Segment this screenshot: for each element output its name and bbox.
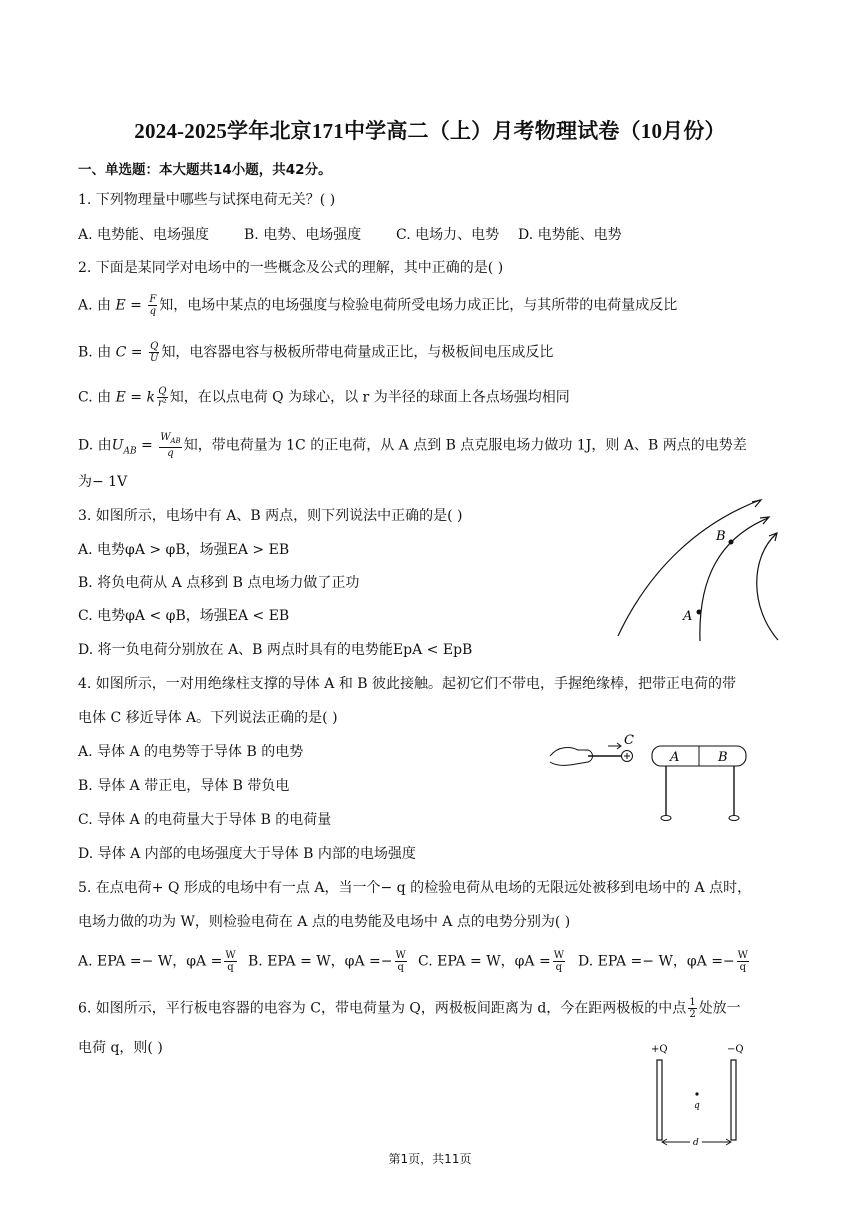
fraction-f-over-q: $\frac{F}{q}$ — [149, 294, 157, 317]
q3-field-lines-figure — [610, 498, 790, 648]
q4-option-d: D. 导体 A 内部的电场强度大于导体 B 内部的电场强度 — [78, 846, 416, 862]
point-a — [697, 610, 702, 615]
plate-negative — [731, 1060, 736, 1140]
label-d: d — [693, 1138, 699, 1148]
label-b: B — [718, 750, 728, 765]
q5-option-d: D. EPA =− W，φA =− $\frac{W}{q}$ — [578, 950, 748, 973]
label-minus-q: −Q — [727, 1044, 744, 1055]
q4-option-c: C. 导体 A 的电荷量大于导体 B 的电荷量 — [78, 812, 332, 828]
hand-icon — [550, 748, 593, 766]
charge-q-point — [695, 1092, 698, 1095]
field-line-3 — [757, 534, 778, 640]
q6-capacitor-figure — [645, 1038, 755, 1148]
q4-stem-line1: 4. 如图所示，一对用绝缘柱支撑的导体 A 和 B 彼此接触。起初它们不带电，手握绝缘棒，把带正电荷的带 — [78, 676, 737, 692]
point-b — [729, 540, 734, 545]
section-heading: 一、单选题：本大题共14小题，共42分。 — [78, 162, 332, 178]
fraction-q-over-u: $\frac{Q}{U}$ — [150, 341, 159, 364]
q3-option-d: D. 将一负电荷分别放在 A、B 两点时具有的电势能EpA < EpB — [78, 642, 473, 658]
fraction-half: $\frac{1}{2}$ — [689, 997, 696, 1020]
q5-stem-line1: 5. 在点电荷+ Q 形成的电场中有一点 A，当一个− q 的检验电荷从电场的无限远处被移到电场中的 A 点时， — [78, 880, 752, 896]
q3-option-c: C. 电势φA < φB，场强EA < EB — [78, 608, 290, 624]
field-line-2 — [700, 518, 768, 641]
fraction-w-over-q: $\frac{W_{AB}}{q}$ — [160, 432, 181, 459]
arrow-head-icon — [752, 500, 761, 507]
q3-option-b: B. 将负电荷从 A 点移到 B 点电场力做了正功 — [78, 575, 360, 591]
q4-option-b: B. 导体 A 带正电，导体 B 带负电 — [78, 778, 290, 794]
label-b: B — [716, 529, 726, 544]
q2-option-d-continued: 为− 1V — [78, 474, 128, 490]
q2-stem: 2. 下面是某同学对电场中的一些概念及公式的理解，其中正确的是( ) — [78, 260, 504, 276]
q1-option-a: A. 电势能、电场强度 — [78, 227, 210, 243]
q2-option-a: A. 由 E = $\frac{F}{q}$ 知，电场中某点的电场强度与检验电荷所受电场力成正比，与其所带的电荷量成反比 — [78, 294, 678, 317]
q1-option-d: D. 电势能、电势 — [518, 227, 622, 243]
q1-stem: 1. 下列物理量中哪些与试探电荷无关？( ) — [78, 192, 336, 208]
q6-stem-line1: 6. 如图所示，平行板电容器的电容为 C，带电荷量为 Q，两极板间距离为 d，今在距两极板的中点 $\frac{1}{2}$ 处放一 — [78, 997, 741, 1020]
q5-option-c: C. EPA = W，φA = $\frac{W}{q}$ — [418, 950, 564, 973]
q5-stem-line2: 电场力做的功为 W，则检验电荷在 A 点的电势能及电场中 A 点的电势分别为( ) — [78, 914, 571, 930]
q5-option-a: A. EPA =− W，φA = $\frac{W}{q}$ — [78, 950, 236, 973]
q4-option-a: A. 导体 A 的电势等于导体 B 的电势 — [78, 744, 304, 760]
q1-option-b: B. 电势、电场强度 — [244, 227, 362, 243]
q1-option-c: C. 电场力、电势 — [396, 227, 500, 243]
fraction-q-over-r2: $\frac{Q}{\text{r²}}$ — [157, 386, 167, 409]
q4-conductors-figure — [548, 732, 758, 828]
label-a: A — [670, 750, 680, 765]
label-a: A — [683, 609, 693, 624]
q5-options — [78, 950, 751, 973]
q3-stem: 3. 如图所示，电场中有 A、B 两点，则下列说法中正确的是( ) — [78, 508, 463, 524]
q3-option-a: A. 电势φA > φB，场强EA > EB — [78, 542, 290, 558]
label-q: q — [694, 1101, 700, 1111]
q5-option-b: B. EPA = W，φA =− $\frac{W}{q}$ — [248, 950, 406, 973]
q4-stem-line2: 电体 C 移近导体 A。下列说法正确的是( ) — [78, 710, 338, 726]
plate-positive — [657, 1060, 662, 1140]
q1-options — [78, 225, 622, 245]
label-plus-q: +Q — [651, 1044, 668, 1055]
page-footer: 第1页，共11页 — [388, 1152, 472, 1166]
q2-option-c: C. 由 E = k $\frac{Q}{\text{r²}}$ 知，在以点电荷 Q 为球心，以 r 为半径的球面上各点场强均相同 — [78, 386, 570, 409]
page-title: 2024-2025学年北京171中学高二（上）月考物理试卷（10月份） — [134, 119, 726, 143]
q2-option-d: D. 由$U_{AB}$ = $\frac{W_{AB}}{q}$ 知，带电荷量为 1C 的正电荷，从 A 点到 B 点克服电场力做功 1J，则 A、B 两点的电势差 — [78, 432, 747, 459]
q6-stem-line2: 电荷 q，则( ) — [78, 1040, 163, 1056]
label-c: C — [624, 733, 634, 748]
q2-option-b: B. 由 C = $\frac{Q}{U}$ 知，电容器电容与极板所带电荷量成正比，与极板间电压成反比 — [78, 341, 554, 364]
